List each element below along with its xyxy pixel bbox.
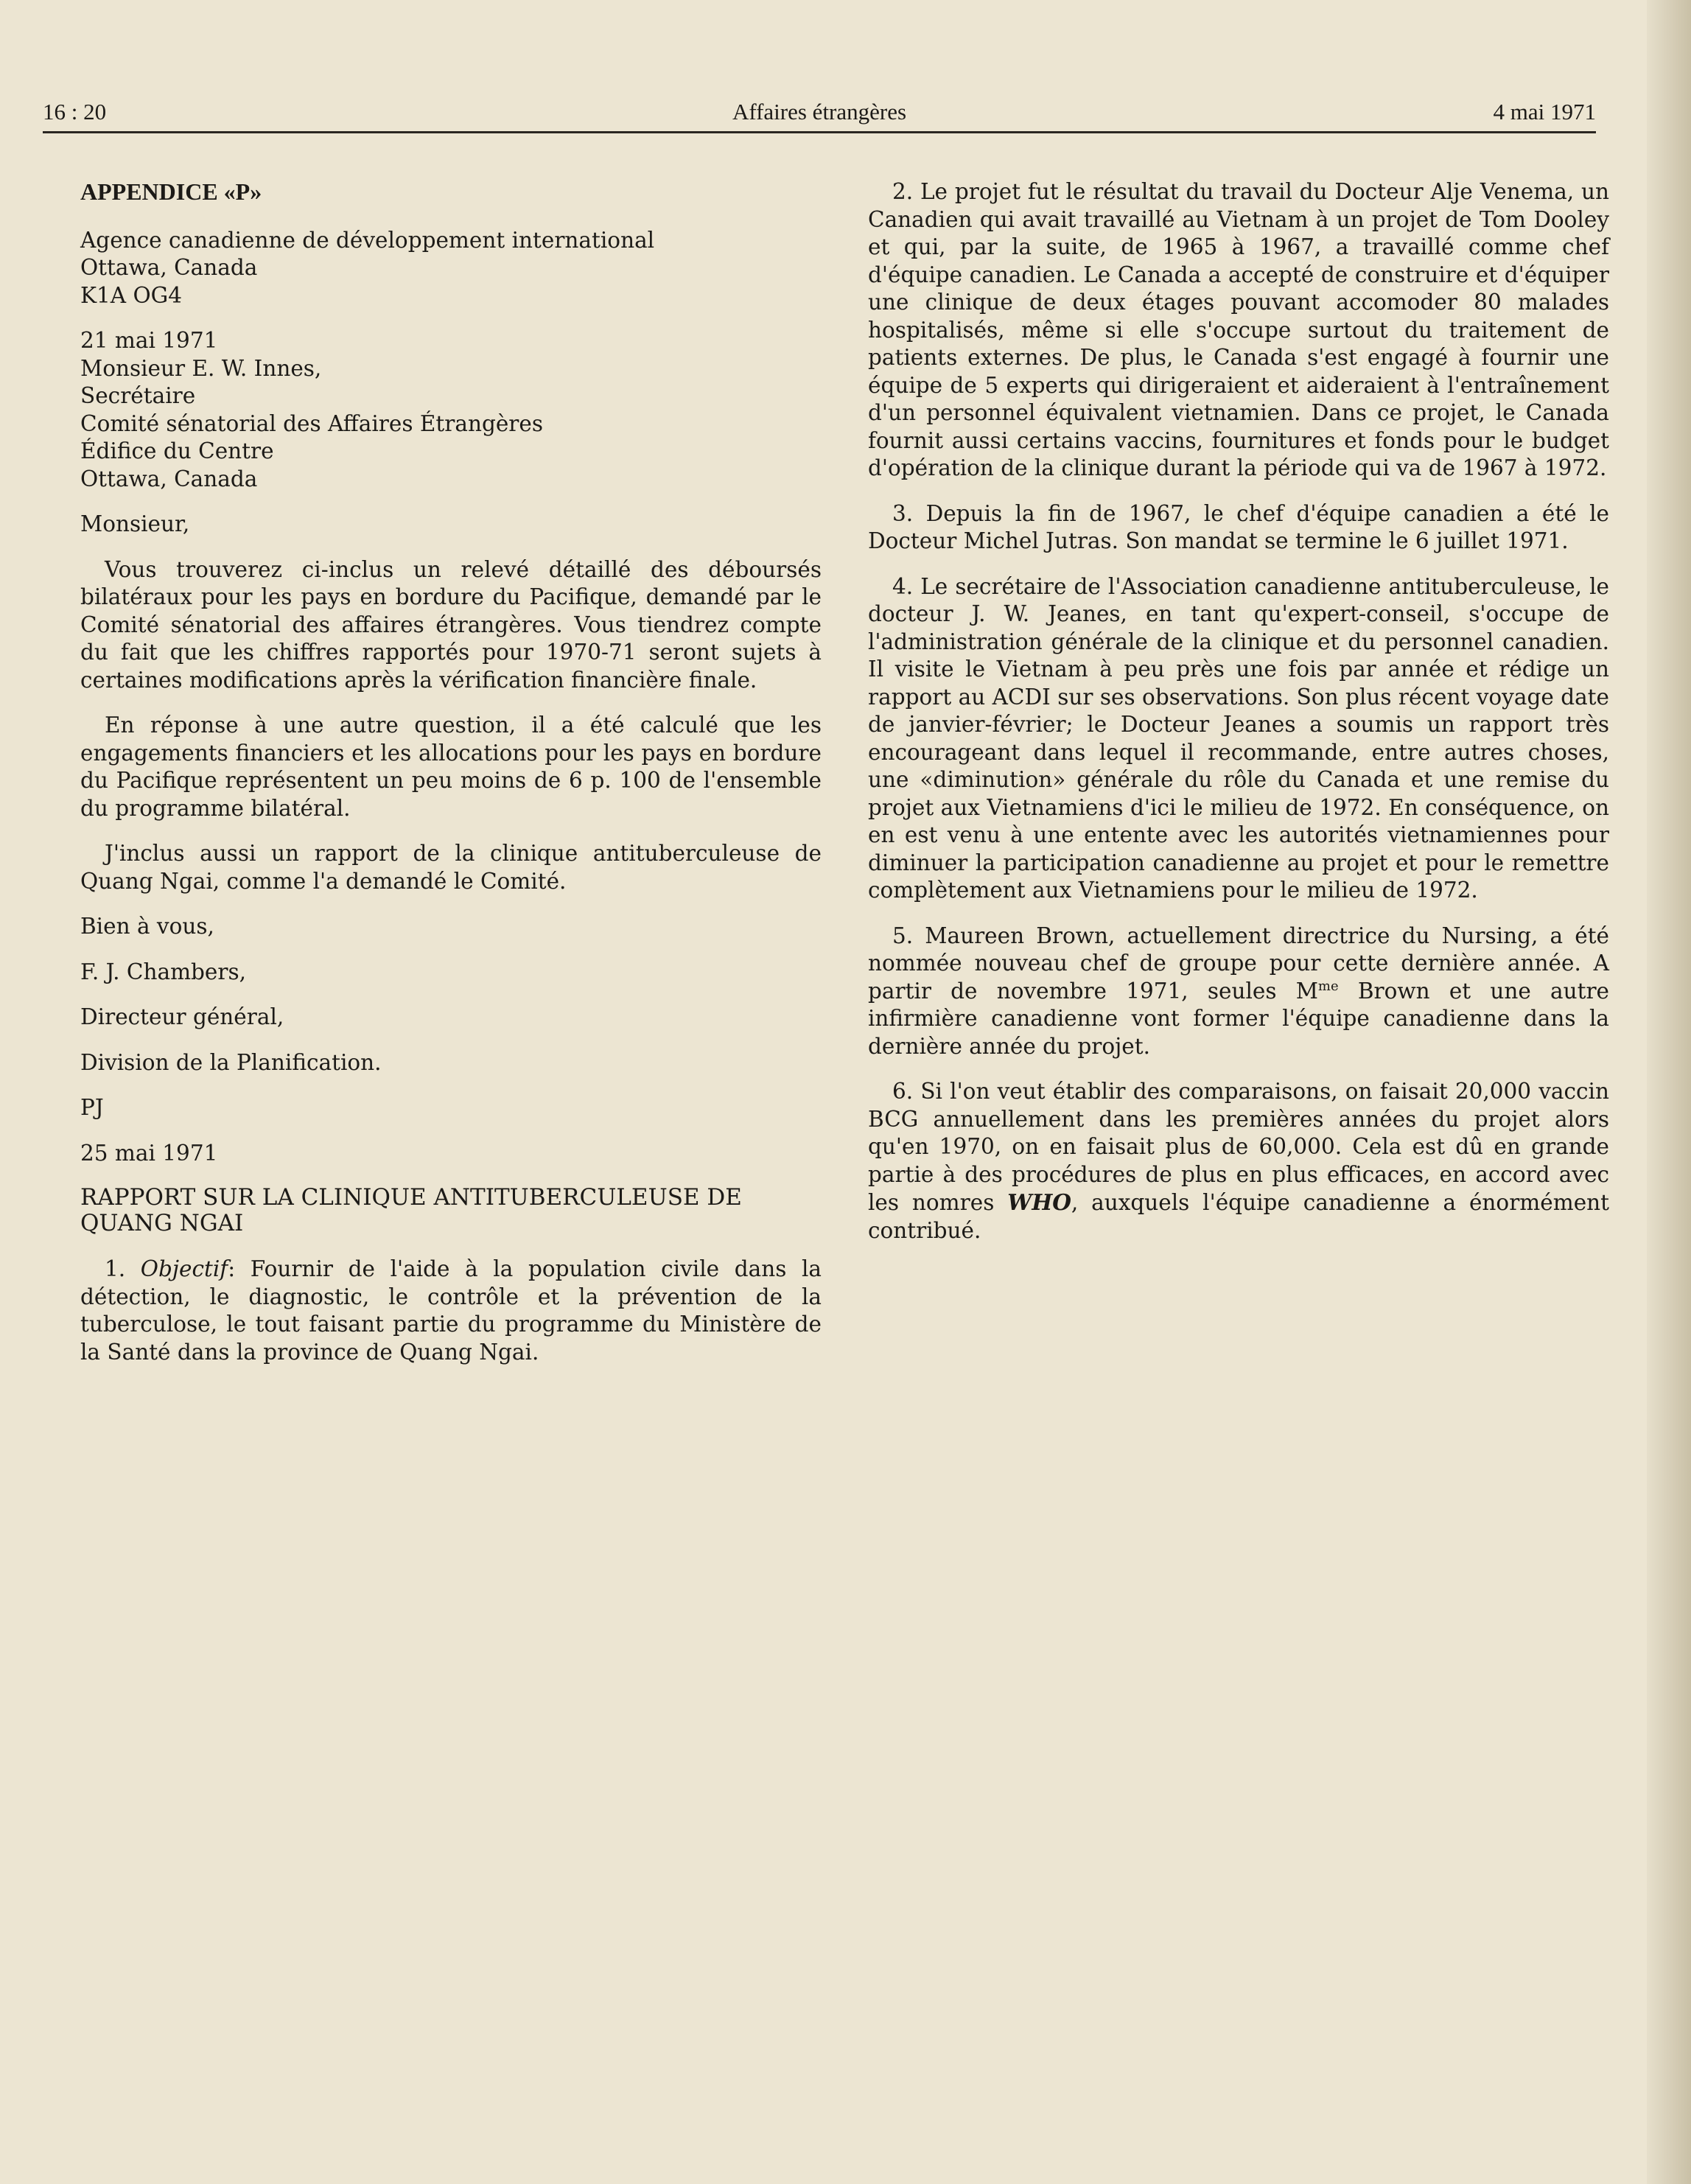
report-title: RAPPORT SUR LA CLINIQUE ANTITUBERCULEUSE DE QUANG NGAI [80,1184,742,1236]
running-header [43,94,1596,134]
publication-title: Affaires étrangères [732,99,907,125]
page-edge [1647,0,1691,2184]
left-column [80,178,822,1384]
objective-paragraph [80,1256,822,1366]
right-column [868,178,1609,1262]
report-paragraph [868,923,1609,1061]
signer-name: F. J. Chambers, [80,959,247,984]
agency-city: Ottawa, Canada [80,255,258,280]
recipient-committee: Comité sénatorial des Affaires Étrangères [80,410,543,436]
agency-name: Agence canadienne de développement international [80,227,655,253]
recipient-building: Édifice du Centre [80,438,274,463]
header-rule [43,131,1596,133]
letter-paragraph: En réponse à une autre question, il a été calculé que les engagements financiers et les allocations pour les pays en bordure du Pacifique représentent un peu moins de 6 p. 100 de l'ensemble du programme bilatéral. [80,713,822,821]
report-paragraph: 3. Depuis la fin de 1967, le chef d'équipe canadien a été le Docteur Michel Jutras. Son mandat se termine le 6 juillet 1971. [868,500,1609,553]
signer-division: Division de la Planification. [80,1049,382,1075]
report-paragraph: 4. Le secrétaire de l'Association canadienne antituberculeuse, le docteur J. W. Jeanes, en tant qu'expert-conseil, s'occupe de l'administration générale de la clinique et du personnel canadien. Il visite le Vietnam à peu près une fois par année et rédige un rapport au ACDI sur ses observations. Son plus récent voyage date de janvier-février; le Docteur Jeanes a soumis un rapport très encourageant dans lequel il recommande, entre autres choses, une «diminution» générale du rôle du Canada et une remise du projet aux Vietnamiens d'ici le milieu de 1972. En conséquence, on en est venu à une entente avec les autorités vietnamiennes pour diminuer la participation canadienne au projet et pour le remettre complètement aux Vietnamiens pour le milieu de 1972. [868,573,1609,903]
paragraph-text: 5. Maureen Brown, actuellement directrice du Nursing, a été nommée nouveau chef de groupe pour cette dernière année. A partir de novembre 1971, seules M [868,923,1609,1004]
report-date: 25 mai 1971 [80,1140,218,1166]
who-abbreviation: WHO [1007,1189,1071,1215]
paragraph-text: 6. Si l'on veut établir des comparaisons, on faisait 20,000 vaccin BCG annuellement dans les premières années du projet alors qu'en 1970, on en faisait plus de 60,000. Cela est dû en grande partie à des procédures de plus en plus efficaces, en accord avec les nomres [868,1079,1609,1215]
paragraph-text: , auxquels l'équipe canadienne a énormément contribué. [868,1190,1610,1243]
letter-paragraph: J'inclus aussi un rapport de la clinique antituberculeuse de Quang Ngai, comme l'a demandé le Comité. [80,841,822,894]
report-paragraph: 2. Le projet fut le résultat du travail du Docteur Alje Venema, un Canadien qui avait travaillé au Vietnam à un projet de Tom Dooley et qui, par la suite, de 1965 à 1967, a travaillé comme chef d'équipe canadien. Le Canada a accepté de construire et d'équiper une clinique de deux étages pouvant accomoder 80 malades hospitalisés, même si elle s'occupe surtout du traitement de patients externes. De plus, le Canada s'est engagé à fournir une équipe de 5 experts qui dirigeraient et aideraient à l'entraînement d'un personnel équivalent vietnamien. Dans ce projet, le Canada fournit aussi certains vaccins, fournitures et fonds pour le budget d'opération de la clinique durant la période qui va de 1967 à 1972. [868,179,1609,480]
recipient-role: Secrétaire [80,383,196,408]
salutation: Monsieur, [80,511,190,536]
recipient-block [80,327,822,493]
page-number: 16 : 20 [43,99,107,125]
agency-postal: K1A OG4 [80,282,183,308]
objective-text: : Fournir de l'aide à la population civile dans la détection, le diagnostic, le contrôle et la prévention de la tuberculose, le tout faisant partie du programme du Ministère de la Santé dans la province de Quang Ngai. [80,1256,822,1365]
report-paragraph [868,1078,1609,1245]
recipient-city: Ottawa, Canada [80,466,258,491]
closing: Bien à vous, [80,914,214,939]
paragraph-text: Brown et une autre infirmière canadienne vont former l'équipe canadienne dans la dernière année du projet. [868,978,1610,1059]
recipient-name: Monsieur E. W. Innes, [80,355,322,381]
letter-date: 21 mai 1971 [80,328,218,353]
enclosure-note: PJ [80,1095,104,1120]
letter-paragraph: Vous trouverez ci-inclus un relevé détaillé des déboursés bilatéraux pour les pays en bordure du Pacifique, demandé par le Comité sénatorial des affaires étrangères. Vous tiendrez compte du fait que les chiffres rapportés pour 1970-71 seront sujets à certaines modifications après la vérification financière finale. [80,556,822,693]
appendix-heading: APPENDICE «P» [80,178,262,205]
objective-label: Objectif [140,1256,228,1281]
superscript: me [1317,978,1339,994]
signer-title: Directeur général, [80,1004,284,1029]
objective-number: 1. [105,1256,126,1281]
header-date: 4 mai 1971 [1493,99,1596,125]
sender-address [80,227,822,310]
